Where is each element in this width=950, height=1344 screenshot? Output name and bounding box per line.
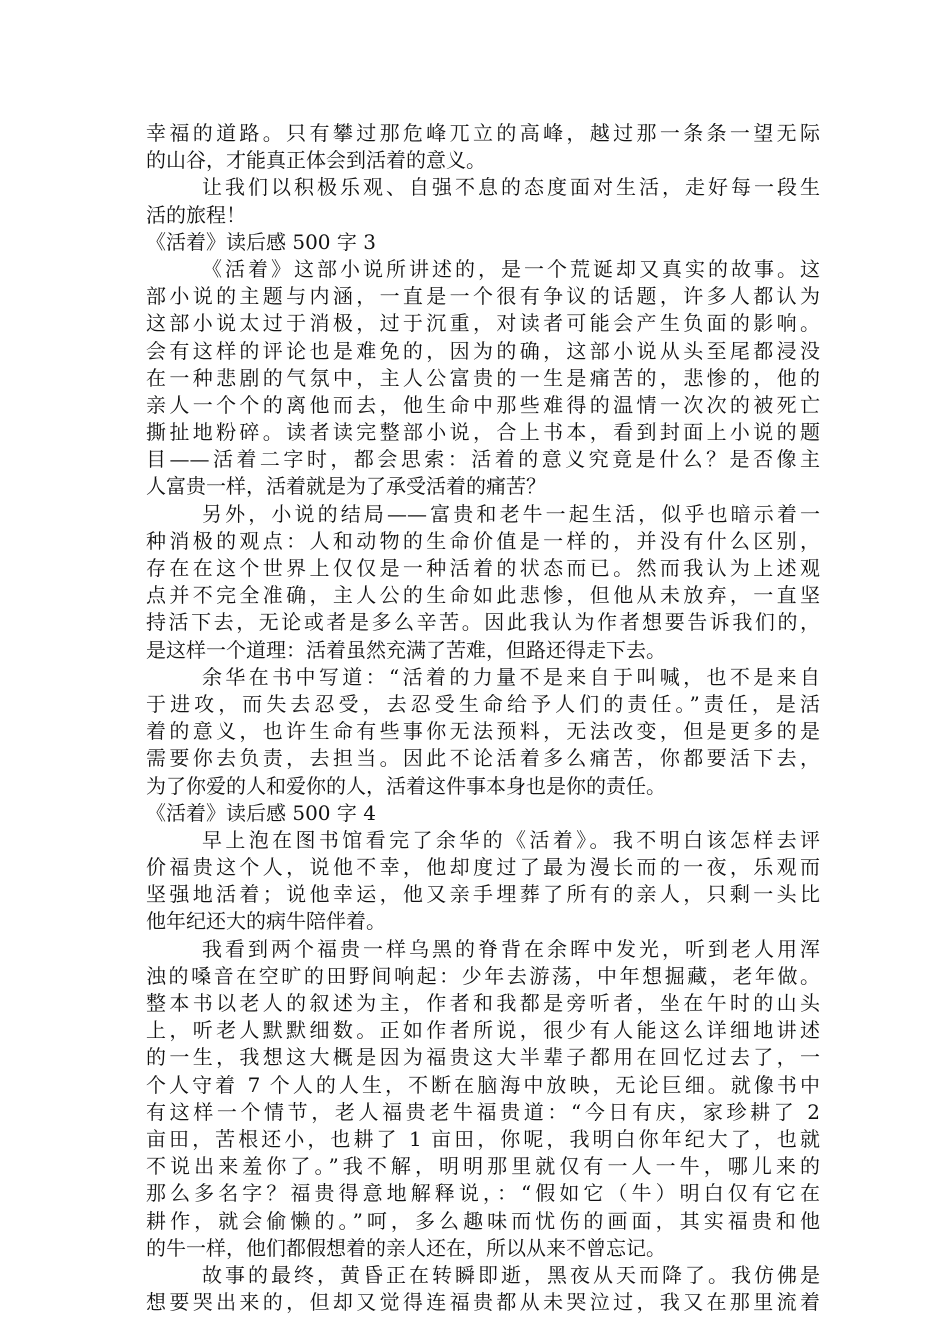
text-line: 余华在书中写道：“活着的力量不是来自于叫喊，也不是来自 [202,664,820,689]
section-heading: 《活着》读后感 500 字 4 [146,800,376,825]
text-line: 持活下去，无论或者是多么辛苦。因此我认为作者想要告诉我们的， [146,610,820,635]
text-line: 撕扯地粉碎。读者读完整部小说，合上书本，看到封面上小说的题 [146,420,820,445]
text-line: 想要哭出来的，但却又觉得连福贵都从未哭泣过，我又在那里流着 [146,1290,820,1315]
text-line: 需要你去负责，去担当。因此不论活着多么痛苦，你都要活下去， [146,746,820,771]
text-line: 在一种悲剧的气氛中，主人公富贵的一生是痛苦的，悲惨的，他的 [146,365,820,390]
text-line: 个人守着 7 个人的人生，不断在脑海中放映，无论巨细。就像书中 [146,1072,820,1097]
text-line: 的一生，我想这大概是因为福贵这大半辈子都用在回忆过去了，一 [146,1045,820,1070]
text-line: 那么多名字？福贵得意地解释说，：“假如它（牛）明白仅有它在 [146,1181,820,1206]
text-line: 活的旅程！ [146,202,246,227]
text-line: 存在在这个世界上仅仅是一种活着的状态而已。然而我认为上述观 [146,556,820,580]
section-heading: 《活着》读后感 500 字 3 [146,229,376,254]
document-page [146,120,820,1316]
text-line: 于进攻，而失去忍受，去忍受生命给予人们的责任。”责任，是活 [146,691,820,716]
text-line: 上，听老人默默细数。正如作者所说，很少有人能这么详细地讲述 [146,1018,820,1043]
text-line: 早上泡在图书馆看完了余华的《活着》。我不明白该怎样去评 [202,827,820,852]
text-line: 故事的最终，黄昏正在转瞬即逝，黑夜从天而降了。我仿佛是 [202,1262,820,1287]
text-line: 耕作，就会偷懒的。”呵，多么趣味而忧伤的画面，其实福贵和他 [146,1208,820,1233]
text-line: 幸福的道路。只有攀过那危峰兀立的高峰，越过那一条条一望无际 [146,121,820,145]
text-line: 我看到两个福贵一样乌黑的脊背在余晖中发光，听到老人用浑 [202,936,820,961]
text-line: 亩田，苦根还小，也耕了 1 亩田，你呢，我明白你年纪大了，也就 [146,1126,820,1151]
text-line: 点并不完全准确，主人公的生命如此悲惨，但他从未放弃，一直坚 [146,583,820,608]
text-line: 种消极的观点：人和动物的生命价值是一样的，并没有什么区别， [146,528,820,553]
text-line: 为了你爱的人和爱你的人，活着这件事本身也是你的责任。 [146,773,666,798]
text-line: 亲人一个个的离他而去，他生命中那些难得的温情一次次的被死亡 [146,392,820,417]
text-line: 着的意义，也许生命有些事你无法预料，无法改变，但是更多的是 [146,719,820,744]
text-line: 坚强地活着；说他幸运，他又亲手埋葬了所有的亲人，只剩一头比 [146,882,820,907]
text-line: 另外，小说的结局——富贵和老牛一起生活，似乎也暗示着一 [202,501,820,526]
text-line: 他年纪还大的病牛陪伴着。 [146,909,386,934]
text-line: 是这样一个道理：活着虽然充满了苦难，但路还得走下去。 [146,637,666,662]
text-line: 不说出来羞你了。”我不解，明明那里就仅有一人一牛，哪儿来的 [146,1154,820,1179]
text-line: 价福贵这个人，说他不幸，他却度过了最为漫长而的一夜，乐观而 [146,855,820,880]
text-line: 浊的嗓音在空旷的田野间响起：少年去游荡，中年想掘藏，老年做。 [146,963,820,988]
text-line: 部小说的主题与内涵，一直是一个很有争议的话题，许多人都认为 [146,284,820,309]
text-line: 让我们以积极乐观、自强不息的态度面对生活，走好每一段生 [202,175,820,200]
text-line: 的牛一样，他们都假想着的亲人还在，所以从来不曾忘记。 [146,1235,666,1260]
text-line: 目——活着二字时，都会思索：活着的意义究竟是什么？是否像主 [146,447,820,472]
text-line: 《活着》这部小说所讲述的，是一个荒诞却又真实的故事。这 [202,256,820,281]
text-line: 会有这样的评论也是难免的，因为的确，这部小说从头至尾都浸没 [146,338,820,363]
text-line: 这部小说太过于消极，过于沉重，对读者可能会产生负面的影响。 [146,311,820,336]
text-line: 人富贵一样，活着就是为了承受活着的痛苦？ [146,474,546,499]
text-line: 的山谷，才能真正体会到活着的意义。 [146,148,486,173]
text-line: 有这样一个情节，老人福贵老牛福贵道：“今日有庆，家珍耕了 2 [146,1099,820,1124]
text-line: 整本书以老人的叙述为主，作者和我都是旁听者，坐在午时的山头 [146,991,820,1015]
